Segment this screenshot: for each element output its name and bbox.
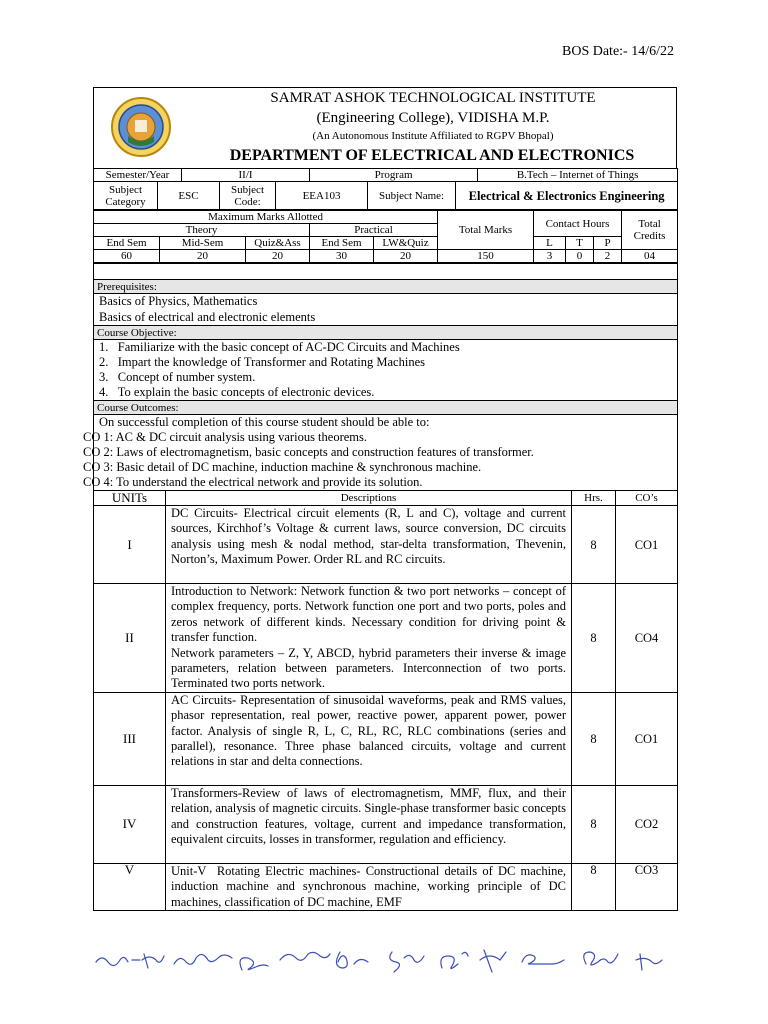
semester-label: Semester/Year (94, 169, 182, 182)
unit-co: CO1 (616, 506, 678, 584)
outcome-item: CO 1: AC & DC circuit analysis using various theorems. (83, 430, 368, 444)
unit-number: IV (94, 785, 166, 863)
lw-quiz-value: 20 (374, 250, 438, 263)
unit-description: Transformers-Review of laws of electromagnetism, MMF, flux, and their relation, analysis of magnetic circuits. Single-phase transformer basic concepts and construction features, voltage, current and impedance transformation, equivalent circuits, losses in transformer, regulation and efficiency. (166, 785, 572, 863)
outcome-item: CO 4: To understand the electrical network and provide its solution. (83, 475, 423, 489)
outcomes-content (83, 415, 678, 491)
signature-11 (584, 952, 618, 965)
end-sem-value: 60 (94, 250, 160, 263)
practical-end-sem-value: 30 (310, 250, 374, 263)
signature-8 (441, 952, 468, 968)
signature-1 (96, 957, 140, 965)
prerequisite-item: Basics of Physics, Mathematics (99, 294, 258, 308)
bos-date: BOS Date:- 14/6/22 (562, 44, 674, 59)
objective-item: 3. Concept of number system. (99, 370, 256, 384)
subject-name-value: Electrical & Electronics Engineering (456, 182, 678, 210)
unit-description-part: Network parameters – Z, Y, ABCD, hybrid parameters their inverse & image parameters, relation between parameters. Interconnection of two ports. Terminated two ports network. (171, 645, 566, 691)
unit-number: II (94, 584, 166, 693)
mid-sem-header: Mid-Sem (160, 237, 246, 250)
signature-3 (174, 954, 232, 964)
mid-sem-value: 20 (160, 250, 246, 263)
signature-4 (240, 958, 268, 970)
unit-co: CO4 (616, 584, 678, 693)
unit-description: DC Circuits- Electrical circuit elements (R, L and C), voltage and current sources, Kirchhof’s Voltage & current laws, source conversion, DC circuits analysis using mesh & nodal method, star-delta transformation, Thevenin, Norton’s, Maximum Power. Order RL and RC circuits. (166, 506, 572, 584)
signature-6 (336, 952, 368, 968)
objective-label: Course Objective: (94, 326, 678, 340)
total-credits-value: 04 (622, 250, 678, 263)
outcome-item: CO 3: Basic detail of DC machine, induction machine & synchronous machine. (83, 460, 482, 474)
total-credits-label: Total Credits (622, 211, 678, 250)
objective-item: 1. Familiarize with the basic concept of AC-DC Circuits and Machines (99, 340, 460, 354)
affiliation-text: (An Autonomous Institute Affiliated to RGPV Bhopal) (312, 130, 554, 142)
program-value: B.Tech – Internet of Things (478, 169, 678, 182)
unit-number: I (94, 506, 166, 584)
unit-description (166, 584, 572, 693)
signature-12 (636, 954, 662, 970)
subject-category-label: Subject Category (94, 182, 158, 210)
institute-name: SAMRAT ASHOK TECHNOLOGICAL INSTITUTE (270, 90, 596, 106)
practical-label: Practical (310, 224, 438, 237)
unit-hours: 8 (572, 785, 616, 863)
semester-value: II/I (182, 169, 310, 182)
descriptions-header: Descriptions (166, 491, 572, 506)
table-row (94, 692, 678, 785)
hrs-header: Hrs. (572, 491, 616, 506)
table-row (94, 863, 678, 910)
unit-description: AC Circuits- Representation of sinusoidal waveforms, peak and RMS values, phasor representation, real power, reactive power, apparent power, power factor. Analysis of single R, L, C, RL, RC, RLC combinations (series and parallel), resonance. Three phase balanced circuits, voltage and current relations in star and delta connections. (166, 692, 572, 785)
practical-end-sem-header: End Sem (310, 237, 374, 250)
quiz-ass-value: 20 (246, 250, 310, 263)
outcomes-label: Course Outcomes: (94, 401, 678, 415)
department-title: DEPARTMENT OF ELECTRICAL AND ELECTRONICS (229, 147, 635, 164)
college-name: (Engineering College), VIDISHA M.P. (316, 110, 550, 126)
table-row (94, 506, 678, 584)
signature-10 (522, 955, 564, 964)
signature-7 (390, 952, 424, 972)
marks-table (93, 210, 678, 263)
total-marks-value: 150 (438, 250, 534, 263)
signature-2 (142, 954, 164, 968)
unit-number: V (94, 863, 166, 910)
theory-label: Theory (94, 224, 310, 237)
unit-description-part: Introduction to Network: Network function & two port networks – concept of complex frequency, ports. Network function one port and two ports, poles and zeros network of different kinds. Necessary condition for driving point & transfer function. (171, 584, 566, 645)
objective-item: 4. To explain the basic concepts of electronic devices. (99, 385, 375, 399)
p-value: 2 (594, 250, 622, 263)
subject-category-value: ESC (158, 182, 220, 210)
subject-name-label: Subject Name: (368, 182, 456, 210)
subject-code-label: Subject Code: (220, 182, 276, 210)
max-marks-label: Maximum Marks Allotted (94, 211, 438, 224)
table-row (94, 785, 678, 863)
unit-description: Unit-V Rotating Electric machines- Constructional details of DC machine, induction machine and synchronous machine, working principle of DC machines, classification of DC machine, EMF (166, 863, 572, 910)
l-header: L (534, 237, 566, 250)
subject-code-value: EEA103 (276, 182, 368, 210)
objective-content (94, 340, 678, 401)
outcomes-intro: On successful completion of this course student should be able to: (99, 415, 430, 429)
contact-hours-label: Contact Hours (534, 211, 622, 237)
t-value: 0 (566, 250, 594, 263)
program-label: Program (310, 169, 478, 182)
syllabus-frame (83, 87, 677, 911)
unit-co: CO2 (616, 785, 678, 863)
unit-hours: 8 (572, 692, 616, 785)
unit-hours: 8 (572, 506, 616, 584)
spacer-row (94, 264, 678, 280)
institute-header (93, 87, 677, 168)
unit-co: CO1 (616, 692, 678, 785)
prerequisite-item: Basics of electrical and electronic elements (99, 309, 316, 324)
p-header: P (594, 237, 622, 250)
total-marks-label: Total Marks (438, 211, 534, 250)
unit-hours: 8 (572, 584, 616, 693)
outcome-item: CO 2: Laws of electromagnetism, basic concepts and construction features of transformer. (83, 445, 534, 459)
prerequisites-content (94, 294, 678, 326)
end-sem-header: End Sem (94, 237, 160, 250)
table-row (94, 584, 678, 693)
unit-co: CO3 (616, 863, 678, 910)
units-header: UNITs (94, 491, 166, 506)
signature-5 (280, 952, 330, 960)
lw-quiz-header: LW&Quiz (374, 237, 438, 250)
signature-9 (480, 950, 506, 972)
objective-item: 2. Impart the knowledge of Transformer and Rotating Machines (99, 355, 425, 369)
unit-hours: 8 (572, 863, 616, 910)
course-details-table (83, 263, 678, 911)
course-info-table (93, 168, 678, 210)
l-value: 3 (534, 250, 566, 263)
quiz-ass-header: Quiz&Ass (246, 237, 310, 250)
signatures-image (92, 940, 682, 980)
prerequisites-label: Prerequisites: (94, 280, 678, 294)
cos-header: CO’s (616, 491, 678, 506)
t-header: T (566, 237, 594, 250)
unit-number: III (94, 692, 166, 785)
